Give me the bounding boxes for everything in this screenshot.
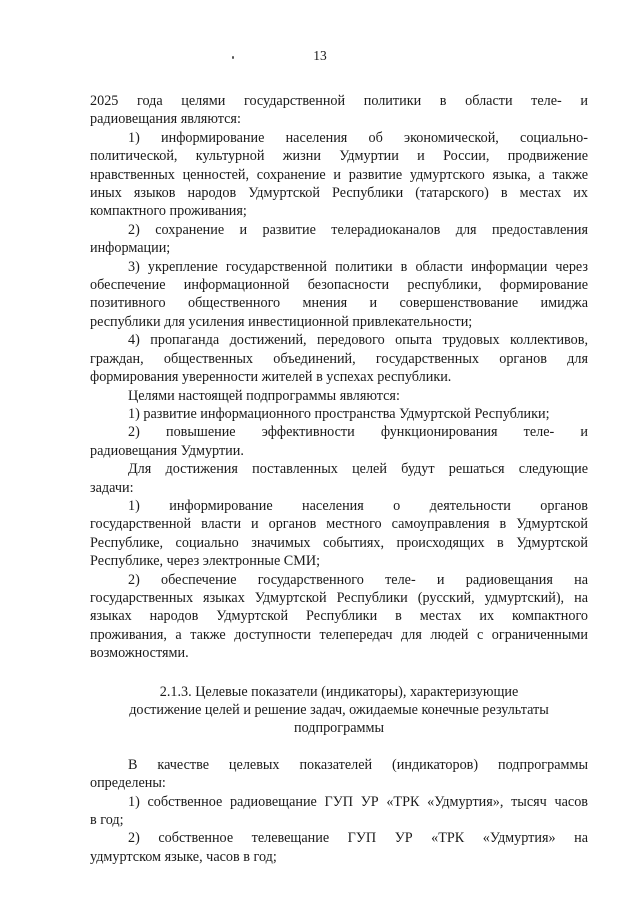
text-line: проживания, а также доступности телепередач для людей с ограниченными bbox=[90, 626, 588, 643]
text-line: граждан, общественных объединений, государственных органов для bbox=[90, 350, 588, 367]
paragraph bbox=[90, 829, 588, 866]
heading-line: 2.1.3. Целевые показатели (индикаторы), характеризующие bbox=[159, 683, 519, 700]
paragraph bbox=[90, 460, 588, 497]
text-line: политической, культурной жизни Удмуртии и России, продвижение bbox=[90, 148, 588, 165]
paragraph bbox=[90, 258, 588, 332]
paragraph bbox=[90, 405, 588, 423]
paragraph bbox=[90, 793, 588, 830]
paragraphs-before bbox=[90, 92, 588, 663]
text-line: 2) сохранение и развитие телерадиоканалов для предоставления bbox=[128, 221, 588, 238]
text-line: 2) обеспечение государственного теле- и радиовещания на bbox=[128, 571, 588, 588]
text-line: радиовещания являются: bbox=[90, 111, 241, 128]
text-line: языках народов Удмуртской Республики в местах их компактного bbox=[90, 608, 588, 625]
text-line: государственных языках Удмуртской Республики (русский, удмуртский), на bbox=[90, 589, 588, 606]
text-line: Республике, социально значимых событиях, происходящих в Удмуртской bbox=[90, 534, 588, 551]
text-line: возможностями. bbox=[90, 645, 189, 662]
text-line: задачи: bbox=[90, 479, 134, 496]
text-line: в год; bbox=[90, 812, 124, 829]
text-line: 1) собственное радиовещание ГУП УР «ТРК «Удмуртия», тысяч часов bbox=[128, 793, 588, 810]
paragraph bbox=[90, 571, 588, 663]
paragraph bbox=[90, 221, 588, 258]
text-line: 1) развитие информационного пространства Удмуртской Республики; bbox=[128, 405, 550, 422]
text-line: 1) информирование населения о деятельности органов bbox=[128, 497, 588, 514]
text-line: Для достижения поставленных целей будут решаться следующие bbox=[128, 461, 588, 478]
text-line: радиовещания Удмуртии. bbox=[90, 442, 244, 459]
text-line: 3) укрепление государственной политики в области информации через bbox=[128, 258, 588, 275]
paragraph bbox=[90, 92, 588, 129]
text-line: нравственных ценностей, сохранение и развитие удмуртского языка, а также bbox=[90, 166, 588, 183]
section-heading bbox=[90, 683, 588, 738]
text-line: 2) собственное телевещание ГУП УР «ТРК «Удмуртия» на bbox=[128, 830, 588, 847]
paragraphs-after bbox=[90, 756, 588, 866]
text-line: государственной власти и органов местного самоуправления в Удмуртской bbox=[90, 516, 588, 533]
text-line: 2025 года целями государственной политики в области теле- и bbox=[90, 93, 588, 109]
text-line: В качестве целевых показателей (индикаторов) подпрограммы bbox=[128, 756, 588, 773]
text-line: 2) повышение эффективности функционирования теле- и bbox=[128, 424, 588, 441]
text-line: республики для усиления инвестиционной привлекательности; bbox=[90, 313, 473, 330]
heading-line: подпрограммы bbox=[294, 720, 384, 737]
text-line: иных языков народов Удмуртской Республики (татарского) в местах их bbox=[90, 185, 588, 202]
text-line: определены: bbox=[90, 775, 166, 792]
text-line: Целями настоящей подпрограммы являются: bbox=[128, 387, 400, 404]
text-line: 1) информирование населения об экономической, социально- bbox=[128, 129, 588, 146]
paragraph bbox=[90, 387, 588, 405]
paragraph bbox=[90, 497, 588, 571]
text-line: удмуртском языке, часов в год; bbox=[90, 848, 277, 865]
page-number: 13 bbox=[313, 48, 327, 63]
text-line: позитивного общественного мнения и совершенствование имиджа bbox=[90, 295, 588, 312]
text-line: компактного проживания; bbox=[90, 203, 247, 220]
paragraph bbox=[90, 129, 588, 221]
text-line: информации; bbox=[90, 240, 171, 257]
text-line: Республике, через электронные СМИ; bbox=[90, 553, 321, 570]
paragraph bbox=[90, 331, 588, 386]
text-line: 4) пропаганда достижений, передового опыта трудовых коллективов, bbox=[128, 332, 588, 349]
body-text bbox=[90, 92, 588, 866]
heading-line: достижение целей и решение задач, ожидаемые конечные результаты bbox=[129, 702, 549, 718]
text-line: формирования уверенности жителей в успехах республики. bbox=[90, 369, 452, 386]
paragraph bbox=[90, 423, 588, 460]
paragraph bbox=[90, 756, 588, 793]
text-line: обеспечение информационной безопасности республики, формирование bbox=[90, 277, 588, 294]
